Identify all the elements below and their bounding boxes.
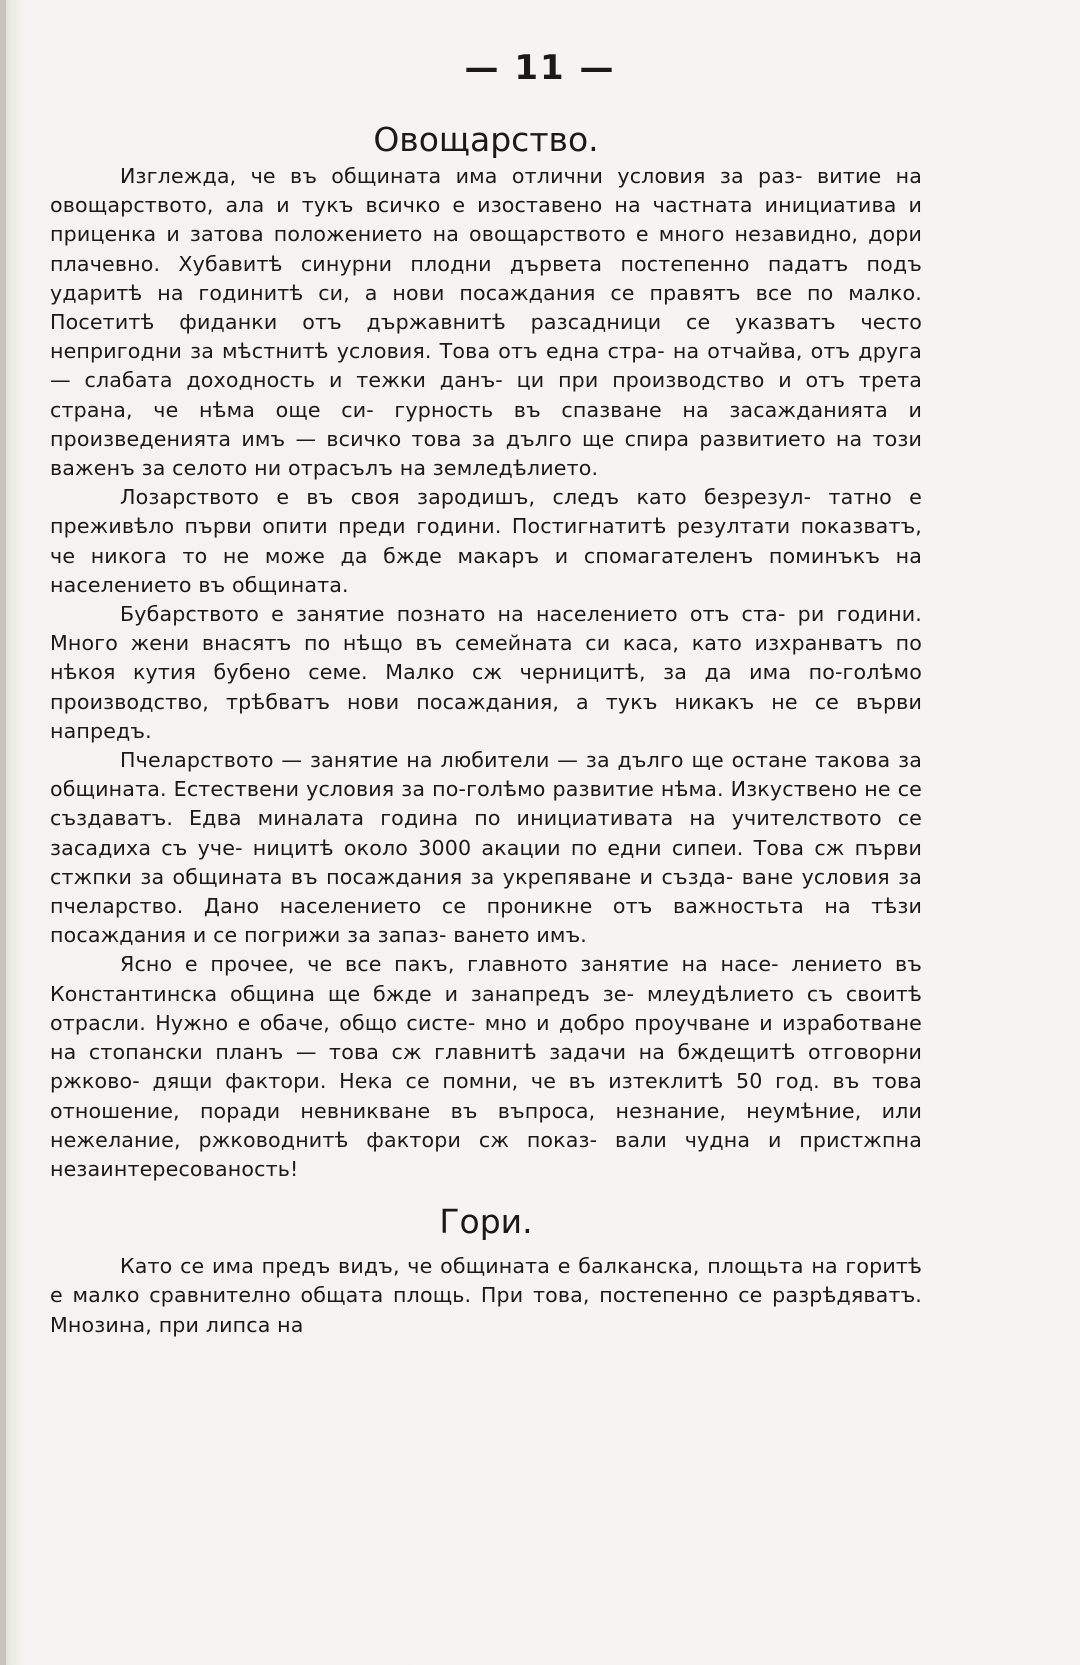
- paragraph-beekeeping: Пчеларството — занятие на любители — за дълго ще остане такова за общината. Естествени условия за по-голѣмо развитие нѣма. Изкуствено не се създаватъ. Едва миналата година по инициативата на учителството се засадиха съ уче- ницитѣ около 3000 акации по едни сипеи. Това сж първи стжпки за общината въ посаждания за укрепяване и създа- ване условия за пчеларство. Дано населението се проникне отъ важностьта на тѣзи посаждания и се погрижи за запаз- ването имъ.: [50, 748, 922, 948]
- section-title-forests: Гори.: [439, 1202, 533, 1242]
- paragraph-conclusion: Ясно е прочее, че все пакъ, главното занятие на насе- лението въ Константинска община ще бжде и занапредъ зе- млеудѣлието съ своитѣ отрасли. Нужно е обаче, общо систе- мно и добро проучване и изработване на стопански планъ — това сж главнитѣ задачи на бждещитѣ отговорни ржково- дящи фактори. Нека се помни, че въ изтеклитѣ 50 год. въ това отношение, поради невникване въ въпроса, незнание, неумѣние, или нежелание, ржководнитѣ фактори сж показ- вали чудна и пристжпна незаинтересованость!: [50, 952, 922, 1181]
- paragraph-sericulture: Бубарството е занятие познато на населението отъ ста- ри години. Много жени внасятъ по нѣщо въ семейната си каса, като изхранватъ по нѣкоя кутия бубено семе. Малко сж черницитѣ, за да има по-голѣмо производство, трѣбватъ нови посаждания, а тукъ никакъ не се върви напредъ.: [50, 602, 922, 743]
- paragraph-viticulture: Лозарството е въ своя зародишъ, следъ като безрезул- татно е преживѣло първи опити преди години. Постигнатитѣ резултати показватъ, че никога то не може да бжде макаръ и спомагателенъ поминъкъ на населението въ общината.: [50, 485, 922, 597]
- page-content: [50, 118, 922, 1340]
- page-number: — 11 —: [464, 48, 616, 88]
- section-title-orchards: Овощарство.: [373, 120, 599, 159]
- book-spine-shadow: [0, 0, 6, 1665]
- paragraph-forests: Като се има предъ видъ, че общината е балканска, площьта на горитѣ е малко сравнително общата площь. При това, постепенно се разрѣдяватъ. Мнозина, при липса на: [50, 1254, 922, 1337]
- paragraph-orchards: Изглежда, че въ общината има отлични условия за раз- витие на овощарството, ала и тукъ всичко е изоставено на частната инициатива и приценка и затова положението на овощарството е много незавидно, дори плачевно. Хубавитѣ синурни плодни дървета постепенно падатъ подъ ударитѣ на годинитѣ си, а нови посаждания се правятъ все по малко. Посетитѣ фиданки отъ държавнитѣ разсадници се указватъ често непригодни за мѣстнитѣ условия. Това отъ една стра- на отчайва, отъ друга — слабата доходность и тежки данъ- ци при производство и отъ трета страна, че нѣма още си- гурность въ спазване на засажданията и произведенията имъ — всичко това за дълго ще спира развитието на този важенъ за селото ни отрасълъ на земледѣлието.: [50, 164, 922, 481]
